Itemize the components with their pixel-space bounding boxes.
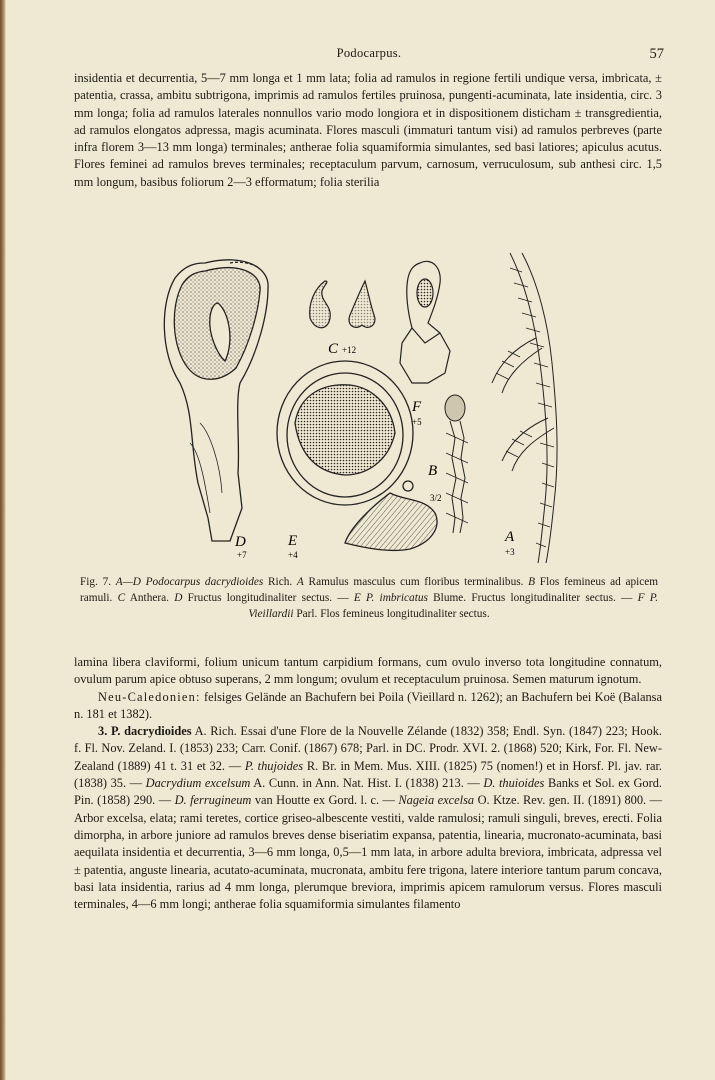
running-title: Podocarpus.: [336, 46, 402, 60]
synonym-6-name: Nageia excelsa: [398, 793, 475, 808]
species-number: 3.: [98, 724, 108, 739]
species-name: P. dacrydioides: [110, 724, 192, 739]
drawing-c-anthers: [310, 281, 375, 328]
caption-letter-b: B: [528, 576, 536, 588]
caption-letter-e: E: [353, 592, 361, 604]
page-number: 57: [649, 46, 664, 62]
label-d: D: [235, 534, 246, 550]
figure-drawing: [150, 243, 580, 573]
paragraph-carpel-text: lamina libera claviformi, folium unicum tantum carpidium formans, cum ovulo inverso tota longitudine connatum, ovulum parum apice obtuso superans, 2 mm longum; ovulum et receptaculum pruinosa. Semen maturum ignotum.: [74, 655, 662, 687]
caption-text-d: Fructus longitudinaliter sectus. —: [187, 592, 349, 604]
paragraph-top: [74, 70, 662, 191]
synonym-4-ref: Banks et Sol. ex Gord. Pin. (1858) 290. —: [74, 776, 663, 808]
label-b-mag: 3/2: [430, 493, 442, 503]
paragraph-top-text: insidentia et decurrentia, 5—7 mm longa et 1 mm lata; folia ad ramulos in regione fertili undique versa, imbricata, ± patentia, crassa, ambitu subtrigona, imprimis ad ramulos fertiles pruinosa, pungenti-acuminata, late insidentia, circ. 3 mm longa; folia ad ramulos laterales nonnullos vario modo longiora et in dispositionem disticham ± transgredientia, ad ramulos elongatos adpressa, magis acuminata. Flores masculi (immaturi tantum visi) ad ramulos perbreves (parte infra florem 3—13 mm longa) terminales; antherae folia squamiformia simulantes, sed basi latiores; apiculus acutus. Flores feminei ad ramulos breves terminales; receptaculum parvum, carnosum, verruculosum, sub anthesi circ. 1,5 mm longum, basibus foliorum 2—3 efformatum; folia sterilia: [74, 71, 662, 189]
caption-letter-a: A: [296, 576, 304, 588]
drawing-b-female-flower-twig: [445, 395, 468, 533]
label-f-mag: +5: [412, 417, 422, 427]
locality-text: felsiges Gelände an Bachufern bei Poila (Vieillard n. 1262); an Bachufern bei Koë (Balansa n. 181 et 1382).: [74, 689, 662, 721]
species-description: Arbor excelsa, elata; rami teretes, cortice griseo-albescente vestiti, valde ramulosi; ramuli singuli, breves, erecti. Folia dimorpha, in arbore juniore ad ramulos breves dense biseriatim expansa, patentia, linearia, mucronato-acuminata, basi aequilata insidentia et decurrentia, 3—6 mm longa, 0,5—1 mm lata, in arbore adulta breviora, imbricata, adpressa vel ± patentia, anguste linearia, acutato-acuminata, mucronata, ambitu fere trigona, latere interiore tantum parum concava, basi lata insidentia, rarius ad 4 mm longa, plerumque breviora, imprimis apicem ramulorum versus. Flores masculi terminales, 4—6 mm longi; antherae folia squamiformia simulantes filamento: [74, 810, 662, 912]
caption-letter-c: C: [117, 592, 126, 604]
synonym-6-ref: O. Ktze. Rev. gen. II. (1891) 800. —: [477, 793, 663, 808]
caption-letter-d: D: [174, 592, 183, 604]
label-c-mag: +12: [342, 345, 357, 355]
label-e: E: [288, 533, 298, 549]
caption-text-e: Fructus longitudinaliter sectus. —: [471, 592, 633, 604]
synonym-4-name: D. thuioides: [483, 776, 545, 791]
caption-text-c: Anthera.: [129, 592, 169, 604]
locality-paragraph: [74, 689, 662, 724]
label-a-mag: +3: [505, 547, 515, 557]
caption-text-b: Flos femineus ad apicem ramuli.: [80, 576, 659, 604]
book-spine-shadow: [0, 0, 6, 1080]
label-d-mag: +7: [237, 550, 247, 560]
drawing-d-fruit-section: [164, 260, 268, 541]
drawing-e-fruit-section: [277, 361, 437, 550]
species-author: A. Rich.: [194, 724, 237, 739]
label-b: B: [428, 463, 438, 479]
caption-species-1: Podocarpus dacrydioides: [145, 576, 264, 588]
label-a: A: [505, 529, 515, 545]
locality-label: Neu-Caledonien:: [98, 689, 201, 704]
synonym-5-name: D. ferrugineum: [174, 793, 252, 808]
synonym-3-name: Dacrydium excelsum: [145, 776, 251, 791]
label-f: F: [412, 399, 422, 415]
synonym-2-name: P. thujoides: [244, 758, 304, 773]
drawing-a-male-branchlet: [492, 253, 557, 563]
label-c: C: [328, 341, 339, 357]
synonymy-1: Essai d'une Flore de la Nouvelle Zélande (1832) 358; Endl. Syn. (1847) 223; Hook. f. Fl. Nov. Zeland. I. (1853) 233; Carr. Conif. (1867) 678; Parl. in DC. Prodr. XVI. 2. (1868) 520; Kirk, For. Fl. New-Zealand (1889) 41 t. 31 et 32. —: [74, 724, 662, 773]
caption-author-f: Parl.: [296, 608, 318, 620]
synonym-5-ref: van Houtte ex Gord. l. c. —: [254, 793, 395, 808]
drawing-f-flower-section: [400, 261, 450, 383]
synonym-3-ref: A. Cunn. in Ann. Nat. Hist. I. (1838) 213. —: [253, 776, 480, 791]
caption-range: A—D: [115, 576, 141, 588]
caption-text-f: Flos femineus longitudinaliter sectus.: [320, 608, 490, 620]
caption-letter-f: F: [637, 592, 645, 604]
figure-7: [150, 243, 580, 573]
body-text-lower: [74, 654, 662, 913]
caption-species-f: P. Vieillardii: [248, 592, 659, 620]
figure-caption: [80, 574, 658, 622]
page-header: [74, 46, 664, 66]
caption-author-e: Blume.: [433, 592, 467, 604]
species-entry: [74, 723, 662, 913]
caption-fig-number: Fig. 7.: [80, 576, 112, 588]
caption-author-1: Rich.: [268, 576, 293, 588]
caption-text-a: Ramulus masculus cum floribus terminalibus.: [308, 576, 524, 588]
label-e-mag: +4: [288, 550, 298, 560]
synonym-2-ref: R. Br. in Mem. Mus. XIII. (1825) 75 (nomen!) et in Horsf. Pl. jav. rar. (1838) 35. —: [74, 758, 663, 791]
caption-species-e: P. imbricatus: [366, 592, 428, 604]
